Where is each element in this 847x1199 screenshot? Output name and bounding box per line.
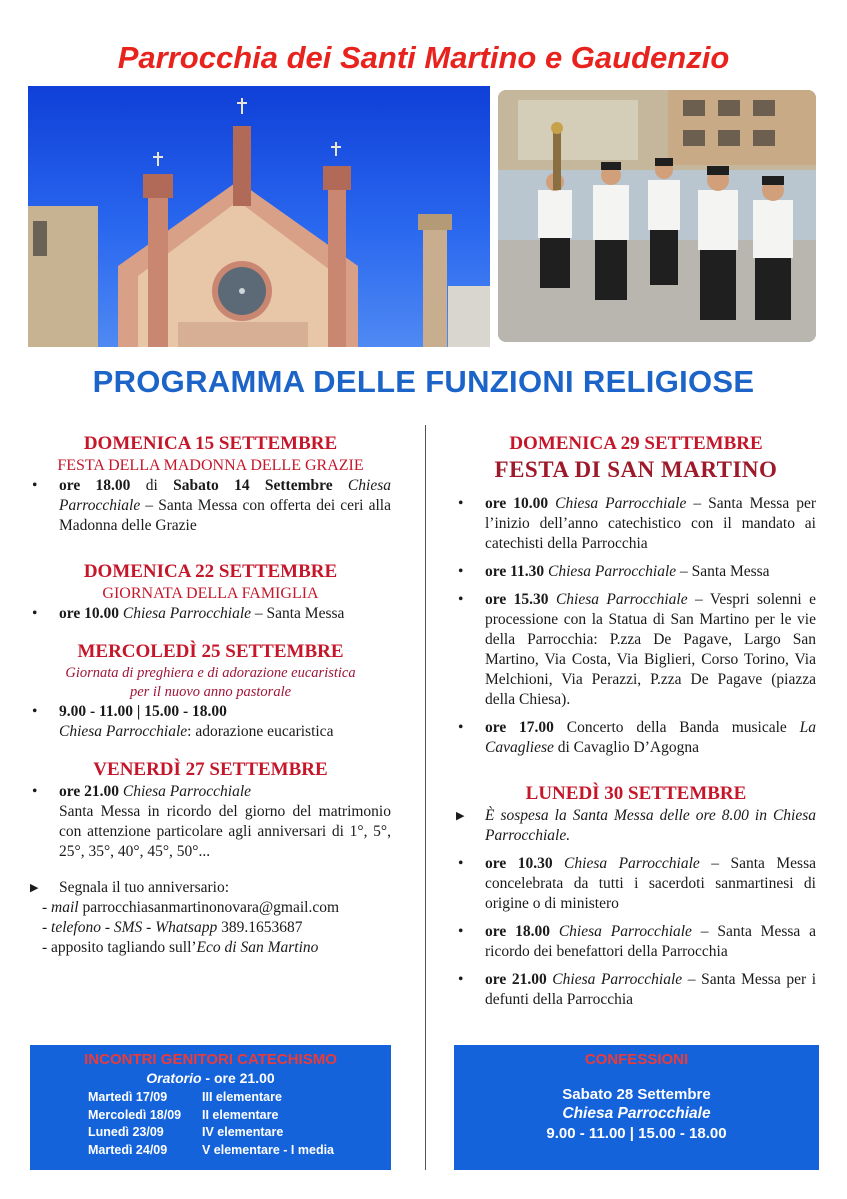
event-list [30,702,391,742]
box-title: CONFESSIONI [584,1051,689,1068]
list-item: • ore 21.00 Chiesa Parrocchiale – Santa Messa per i defunti della Parrocchia [456,970,816,1010]
feast-title: FESTA DI SAN MARTINO [494,457,778,482]
day-heading: DOMENICA 15 SETTEMBRE [83,433,338,454]
day-heading: VENERDÌ 27 SETTEMBRE [93,759,328,780]
confessions-box [454,1045,819,1170]
left-column [30,432,391,958]
table-row: Martedì 17/09 III elementare [88,1090,282,1104]
list-item: • ore 10.00 Chiesa Parrocchiale – Santa Messa per l’inizio dell’anno catechistico con il mandato ai catechisti della Parrocchia [456,494,816,554]
page-title: Parrocchia dei Santi Martino e Gaudenzio [117,40,730,75]
program-heading: PROGRAMMA DELLE FUNZIONI RELIGIOSE [92,364,755,399]
event-list [30,604,391,624]
column-divider [425,425,426,1170]
meeting-table [30,1089,391,1159]
day-subtitle: per il nuovo anno pastorale [129,684,292,700]
church-photo [28,86,490,347]
event-list [456,806,816,1010]
list-item: • ore 18.00 Chiesa Parrocchiale – Santa Messa a ricordo dei benefattori della Parrocchia [456,922,816,962]
band-photo [498,90,816,342]
list-item: • ore 11.30 Chiesa Parrocchiale – Santa Messa [456,562,816,582]
day-heading: LUNEDÌ 30 SETTEMBRE [525,783,747,804]
list-item: • ore 21.00 Chiesa Parrocchiale Santa Messa in ricordo del giorno del matrimonio con attenzione particolare agli anniversari di 1°, 5°, 25°, 35°, 40°, 45°, 50°... [30,782,391,862]
list-item: • ore 10.30 Chiesa Parrocchiale – Santa Messa concelebrata da tutti i sacerdoti sanmartinesi di origine o di ministero [456,854,816,914]
day-subtitle: GIORNATA DELLA FAMIGLIA [102,585,319,602]
event-list [456,494,816,758]
parents-meetings-box [30,1045,391,1170]
list-item: • ore 17.00 Concerto della Banda musicale La Cavagliese di Cavaglio D’Agogna [456,718,816,758]
day-subtitle: Giornata di preghiera e di adorazione eucaristica [65,665,356,681]
event-list [30,782,391,862]
contact-phone[interactable]: - telefono - SMS - Whatsapp 389.1653687 [42,919,303,936]
event-list [30,476,391,536]
list-item: • ore 18.00 di Sabato 14 Settembre Chiesa Parrocchiale – Santa Messa con offerta dei ceri alla Madonna delle Grazie [30,476,391,536]
box-subtitle: Oratorio - ore 21.00 [146,1070,275,1086]
day-subtitle: FESTA DELLA MADONNA DELLE GRAZIE [57,457,364,474]
day-heading: DOMENICA 29 SETTEMBRE [509,433,763,454]
contact-lines [30,898,391,958]
confession-date: Sabato 28 Settembre [562,1086,711,1103]
box-title: INCONTRI GENITORI CATECHISMO [84,1051,337,1068]
right-column [456,432,816,1010]
suspension-note: ▶ È sospesa la Santa Messa delle ore 8.00 in Chiesa Parrocchiale. [456,806,816,846]
list-item: • ore 15.30 Chiesa Parrocchiale – Vespri solenni e processione con la Statua di San Martino per le vie della Parrocchia: P.zza De Pagave, Largo San Martino, Via Costa, Via Biglieri, Corso Torino, Via Melchioni, Via Perazzi, P.zza De Pagave (piazza della Chiesa). [456,590,816,710]
anniversary-title: ▶ Segnala il tuo anniversario: [30,878,391,898]
confession-place: Chiesa Parrocchiale [562,1105,711,1122]
list-item: • ore 10.00 Chiesa Parrocchiale – Santa Messa [30,604,391,624]
confession-time: 9.00 - 11.00 | 15.00 - 18.00 [546,1125,727,1142]
table-row: Lunedì 23/09 IV elementare [88,1125,284,1139]
table-row: Mercoledì 18/09 II elementare [88,1107,279,1122]
contact-coupon: - apposito tagliando sull’Eco di San Martino [42,939,319,956]
day-heading: DOMENICA 22 SETTEMBRE [83,561,338,582]
list-item: • 9.00 - 11.00 | 15.00 - 18.00 Chiesa Parrocchiale: adorazione eucaristica [30,702,391,742]
day-heading: MERCOLEDÌ 25 SETTEMBRE [77,641,344,662]
contact-mail[interactable]: - mail parrocchiasanmartinonovara@gmail.com [42,899,340,916]
table-row: Martedì 24/09 V elementare - I media [88,1142,335,1157]
anniversary-list [30,878,391,898]
